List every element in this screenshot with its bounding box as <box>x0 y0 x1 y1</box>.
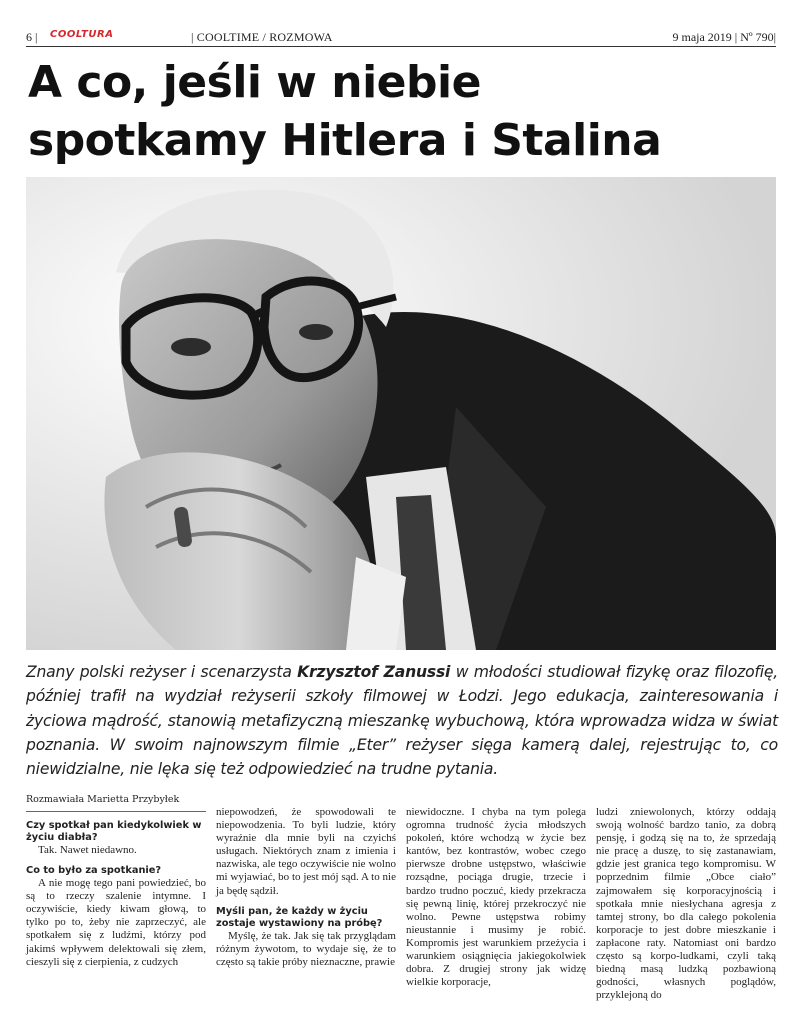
article-title <box>28 54 788 170</box>
lead-text-end: w młodości studiował fizykę oraz filozofię, później trafił na wydział reżyserii szkoły filmowej w Łodzi. Jego edukacja, zainteresowania i życiowa mądrość, stanowią metafizyczną mieszankę wybuchową, która wprowadza widza w świat poznania. W swoim najnowszym filmie „Eter” reżyser sięga kamerą dalej, rejestrując to, co niewidzialne, nie lęka się też odpowiedzieć na trudne pytania. <box>26 663 778 779</box>
answer-3-continued: niewidoczne. I chyba na tym polega ogromna trudność życia młodszych pokoleń, które wchodzą w życie bez kantów, bez kontrastów, wobec czego pierwsze drobne ustępstwo, właściwie rozsądne, pociąga drugie, trzecie i bardzo trudno poczuć, kiedy przekracza się pewną linię, której przekroczyć nie wolno. Pewne ustępstwa robimy nieustannie i musimy je robić. Kompromis jest warunkiem przeżycia i warunkiem osiągnięcia jakiegokolwiek dobra. Z drugiej strony jak widzę wielkie korporacje, <box>406 806 586 989</box>
answer-2-continued: niepowodzeń, że spowodowali te niepowodzenia. To byli ludzie, który wyraźnie dla mnie byli na czyichś usługach. Niektórych znam z imienia i nazwiska, ale tego oczywiście nie wolno mi wyjawiać, bo to jest mój sąd. A to nie ja będę sądził. <box>216 806 396 897</box>
portrait-image <box>26 177 776 650</box>
byline: Rozmawiała Marietta Przybyłek <box>26 794 180 805</box>
page-number: 6 | <box>26 30 38 44</box>
lead-paragraph <box>26 660 778 781</box>
text-column-1 <box>26 794 206 969</box>
text-column-3 <box>406 806 586 989</box>
page-header <box>26 28 776 46</box>
answer-2: A nie mogę tego pani powiedzieć, bo są to rzeczy szalenie intymne. I oczywiście, kiedy kiwam głową, to tylko po to, żeby nie zaprzeczyć, ale spotkałem się z ludźmi, którzy pod jakimś wpływem delektowali się złem, cieszyli się z cierpienia, z cudzych <box>26 877 206 968</box>
answer-3: Myślę, że tak. Jak się tak przyglądam różnym żywotom, to wydaje się, że to często są takie próby nieznaczne, prawie <box>216 929 396 968</box>
header-divider <box>26 46 776 47</box>
lead-person-name: Krzysztof Zanussi <box>297 663 451 681</box>
portrait-photo <box>26 177 776 650</box>
question-2: Co to było za spotkanie? <box>26 865 162 877</box>
section-label: | COOLTIME / ROZMOWA <box>191 30 333 44</box>
question-1: Czy spotkał pan kiedykolwiek w życiu diabła? <box>26 820 202 843</box>
answer-3-continued-2: ludzi zniewolonych, którzy oddają swoją wolność bardzo tanio, za dobrą pensję, i godzą się na to, że sprzedają nie pracę a duszę, to się zastanawiam, gdzie jest granica tego kompromisu. W poprzednim filmie „Obce ciało” zajmowałem się korporacyjnością i spotkała mnie niesłychana agresja z tamtej strony, bo dla całego pokolenia korporacje to jest dobre mieszkanie i zapłacone raty. Natomiast oni bardzo często są korpo-ludkami, czyli taką biedną masą ludzką pozbawioną godności, własnych poglądów, przyklejoną do <box>596 806 776 1002</box>
title-line-1: A co, jeśli w niebie <box>28 57 481 108</box>
issue-date: 9 maja 2019 | Nº 790| <box>672 30 776 44</box>
text-column-2 <box>216 806 396 969</box>
magazine-logo: COOLTURA <box>50 29 114 40</box>
byline-divider <box>26 811 206 812</box>
title-line-2: spotkamy Hitlera i Stalina <box>28 115 662 166</box>
text-column-4 <box>596 806 776 1002</box>
answer-1: Tak. Nawet niedawno. <box>38 844 137 856</box>
lead-text-start: Znany polski reżyser i scenarzysta <box>26 663 298 681</box>
question-3: Myśli pan, że każdy w życiu zostaje wystawiony na próbę? <box>216 905 383 929</box>
